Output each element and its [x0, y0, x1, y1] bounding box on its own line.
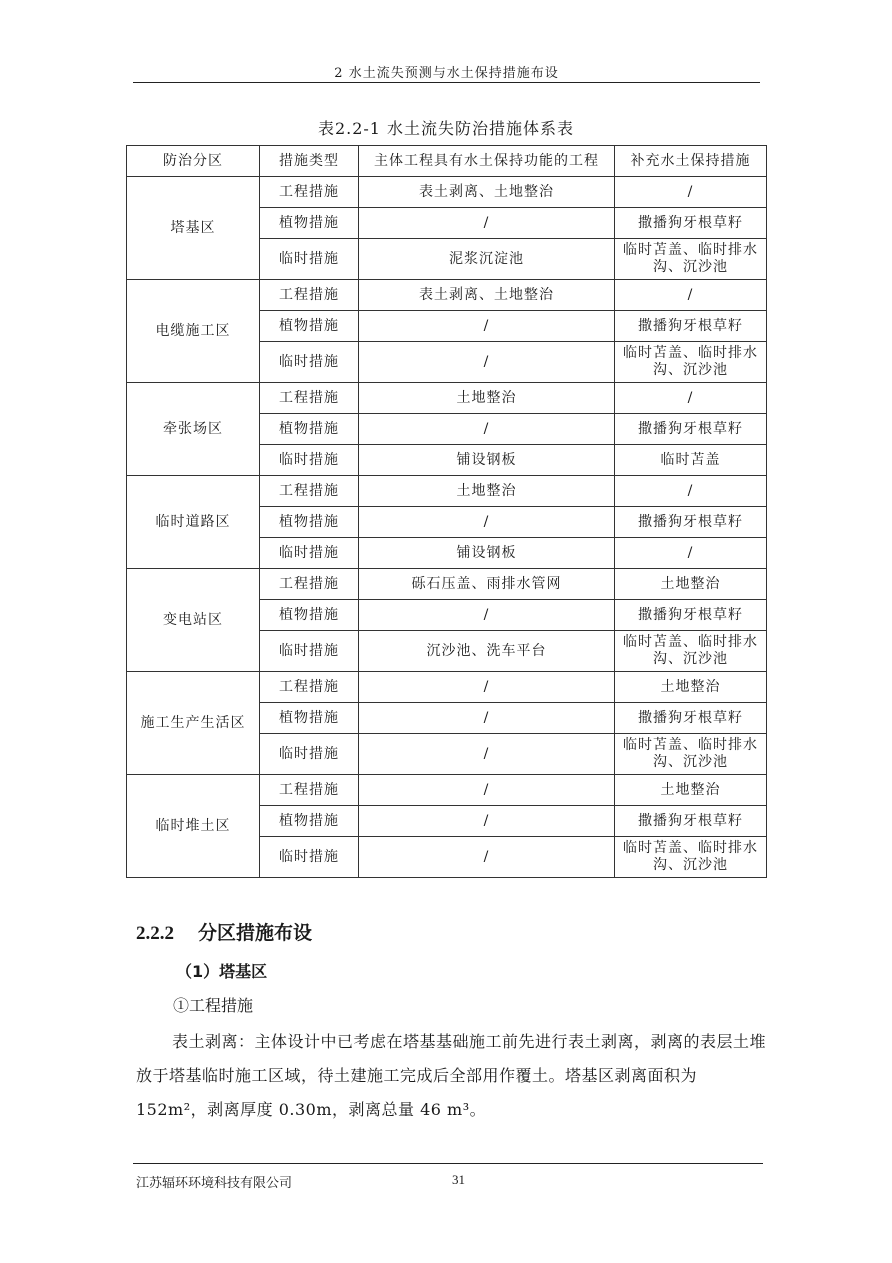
section-title-text: 分区措施布设: [198, 922, 313, 944]
table-row: [127, 672, 767, 703]
supplement-measure-cell: 撒播狗牙根草籽: [615, 703, 767, 734]
table-row: [127, 569, 767, 600]
zone-cell: 临时道路区: [127, 476, 260, 569]
supplement-measure-cell: 撒播狗牙根草籽: [615, 311, 767, 342]
main-project-cell: /: [359, 414, 615, 445]
main-project-cell: /: [359, 342, 615, 383]
main-project-cell: 铺设钢板: [359, 445, 615, 476]
table-row: [127, 476, 767, 507]
table-caption: 表2.2-1 水土流失防治措施体系表: [317, 119, 575, 138]
main-project-cell: /: [359, 600, 615, 631]
measure-type-cell: 临时措施: [260, 538, 359, 569]
measure-type-cell: 工程措施: [260, 476, 359, 507]
zone-cell: 塔基区: [127, 177, 260, 280]
main-project-cell: /: [359, 703, 615, 734]
measure-type-cell: 工程措施: [260, 177, 359, 208]
table-row: [127, 280, 767, 311]
measure-type-cell: 工程措施: [260, 672, 359, 703]
main-project-cell: /: [359, 734, 615, 775]
measure-type-cell: 植物措施: [260, 414, 359, 445]
main-project-cell: /: [359, 208, 615, 239]
supplement-measure-cell: 土地整治: [615, 569, 767, 600]
measures-table: [126, 145, 767, 878]
measure-type-cell: 植物措施: [260, 703, 359, 734]
supplement-measure-cell: 土地整治: [615, 672, 767, 703]
supplement-measure-cell: 撒播狗牙根草籽: [615, 806, 767, 837]
measure-type-cell: 工程措施: [260, 775, 359, 806]
header-cell-main: 主体工程具有水土保持功能的工程: [359, 146, 615, 177]
body-paragraph: 表土剥离：主体设计中已考虑在塔基基础施工前先进行表土剥离，剥离的表层土堆放于塔基临时施工区域，待土建施工完成后全部用作覆土。塔基区剥离面积为 152m²，剥离厚度 0.30m，剥离总量 46 m³。: [136, 1032, 767, 1119]
measure-type-cell: 临时措施: [260, 445, 359, 476]
measure-type-cell: 植物措施: [260, 208, 359, 239]
footer-rule: [133, 1163, 763, 1164]
header-cell-zone: 防治分区: [127, 146, 260, 177]
header-rule: [133, 82, 760, 83]
measure-type-cell: 临时措施: [260, 734, 359, 775]
table-header-row: [127, 146, 767, 177]
header-cell-type: 措施类型: [260, 146, 359, 177]
zone-cell: 变电站区: [127, 569, 260, 672]
supplement-measure-cell: 临时苫盖、临时排水沟、沉沙池: [615, 631, 767, 672]
supplement-measure-cell: /: [615, 538, 767, 569]
section-title: [136, 918, 312, 945]
main-project-cell: /: [359, 837, 615, 878]
table-row: [127, 177, 767, 208]
supplement-measure-cell: /: [615, 476, 767, 507]
measure-type-cell: 工程措施: [260, 280, 359, 311]
main-project-cell: /: [359, 775, 615, 806]
main-project-cell: 铺设钢板: [359, 538, 615, 569]
main-project-cell: 表土剥离、土地整治: [359, 177, 615, 208]
measure-type-cell: 植物措施: [260, 311, 359, 342]
measure-type-cell: 工程措施: [260, 383, 359, 414]
table-row: [127, 775, 767, 806]
supplement-measure-cell: 临时苫盖、临时排水沟、沉沙池: [615, 837, 767, 878]
measure-type-cell: 临时措施: [260, 631, 359, 672]
main-project-cell: 土地整治: [359, 383, 615, 414]
main-project-cell: /: [359, 311, 615, 342]
supplement-measure-cell: 临时苫盖、临时排水沟、沉沙池: [615, 239, 767, 280]
supplement-measure-cell: 撒播狗牙根草籽: [615, 600, 767, 631]
subsection-title: （1）塔基区: [176, 962, 268, 981]
main-project-cell: /: [359, 672, 615, 703]
main-project-cell: /: [359, 806, 615, 837]
supplement-measure-cell: 临时苫盖、临时排水沟、沉沙池: [615, 734, 767, 775]
main-project-cell: /: [359, 507, 615, 538]
item-title: ①工程措施: [173, 996, 254, 1015]
zone-cell: 施工生产生活区: [127, 672, 260, 775]
zone-cell: 电缆施工区: [127, 280, 260, 383]
main-project-cell: 表土剥离、土地整治: [359, 280, 615, 311]
measure-type-cell: 临时措施: [260, 342, 359, 383]
supplement-measure-cell: 撒播狗牙根草籽: [615, 414, 767, 445]
measure-type-cell: 植物措施: [260, 600, 359, 631]
header-cell-extra: 补充水土保持措施: [615, 146, 767, 177]
measure-type-cell: 工程措施: [260, 569, 359, 600]
measure-type-cell: 临时措施: [260, 239, 359, 280]
measure-type-cell: 植物措施: [260, 806, 359, 837]
footer-company: 江苏辐环环境科技有限公司: [136, 1176, 293, 1191]
supplement-measure-cell: 撒播狗牙根草籽: [615, 208, 767, 239]
supplement-measure-cell: /: [615, 383, 767, 414]
main-project-cell: 沉沙池、洗车平台: [359, 631, 615, 672]
measures-table-body: [127, 146, 767, 878]
zone-cell: 牵张场区: [127, 383, 260, 476]
supplement-measure-cell: 撒播狗牙根草籽: [615, 507, 767, 538]
page-number: 31: [452, 1172, 465, 1187]
zone-cell: 临时堆土区: [127, 775, 260, 878]
measure-type-cell: 植物措施: [260, 507, 359, 538]
main-project-cell: 土地整治: [359, 476, 615, 507]
supplement-measure-cell: /: [615, 177, 767, 208]
main-project-cell: 砾石压盖、雨排水管网: [359, 569, 615, 600]
measure-type-cell: 临时措施: [260, 837, 359, 878]
page-header: 2 水土流失预测与水土保持措施布设: [334, 66, 559, 81]
supplement-measure-cell: 土地整治: [615, 775, 767, 806]
table-row: [127, 383, 767, 414]
supplement-measure-cell: 临时苫盖: [615, 445, 767, 476]
supplement-measure-cell: 临时苫盖、临时排水沟、沉沙池: [615, 342, 767, 383]
supplement-measure-cell: /: [615, 280, 767, 311]
main-project-cell: 泥浆沉淀池: [359, 239, 615, 280]
section-number: 2.2.2: [136, 923, 174, 944]
